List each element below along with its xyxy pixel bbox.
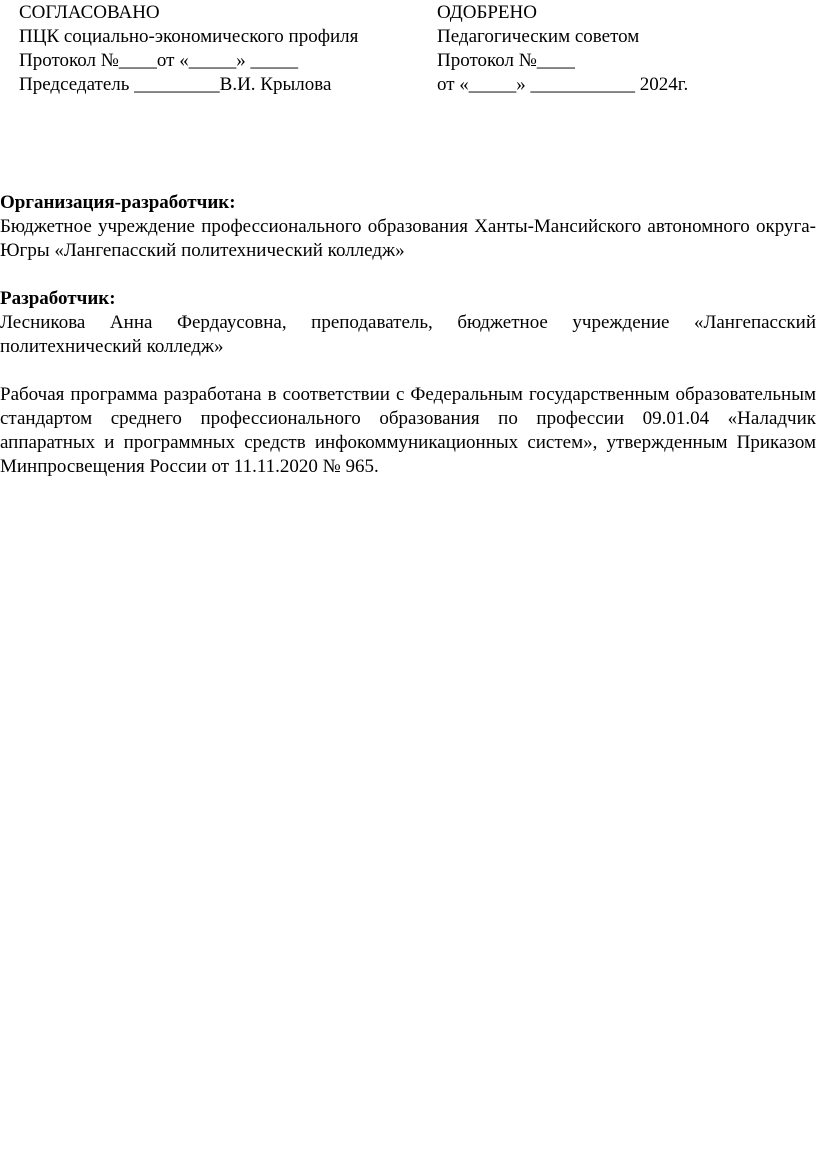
spacer [0, 359, 816, 383]
approved-title: ОДОБРЕНО [437, 2, 537, 23]
organization-heading: Организация-разработчик: [0, 192, 236, 213]
agreed-committee: ПЦК социально-экономического профиля [19, 26, 359, 47]
document-body [0, 191, 816, 479]
organization-text: Бюджетное учреждение профессионального образования Ханты-Мансийского автономного округа-Югры «Лангепасский политехнический колледж» [0, 216, 816, 261]
approved-date: от «_____» ___________ 2024г. [437, 74, 689, 95]
agreed-chairman: Председатель _________В.И. Крылова [19, 74, 332, 95]
approved-protocol: Протокол №____ [437, 50, 575, 71]
agreed-protocol: Протокол №____от «_____» _____ [19, 50, 298, 71]
spacer [0, 263, 816, 287]
program-basis-text: Рабочая программа разработана в соответствии с Федеральным государственным образовательным стандартом среднего профессионального образования по профессии 09.01.04 «Наладчик аппаратных и программных средств инфокоммуникационных систем», утвержденным Приказом Минпросвещения России от 11.11.2020 № 965. [0, 384, 816, 477]
developer-heading: Разработчик: [0, 288, 116, 309]
approval-block [0, 0, 816, 100]
developer-text: Лесникова Анна Фердаусовна, преподаватель, бюджетное учреждение «Лангепасский политехнический колледж» [0, 312, 816, 357]
agreed-column [19, 1, 409, 97]
approved-column [437, 1, 807, 97]
agreed-title: СОГЛАСОВАНО [19, 2, 160, 23]
approved-council: Педагогическим советом [437, 26, 640, 47]
